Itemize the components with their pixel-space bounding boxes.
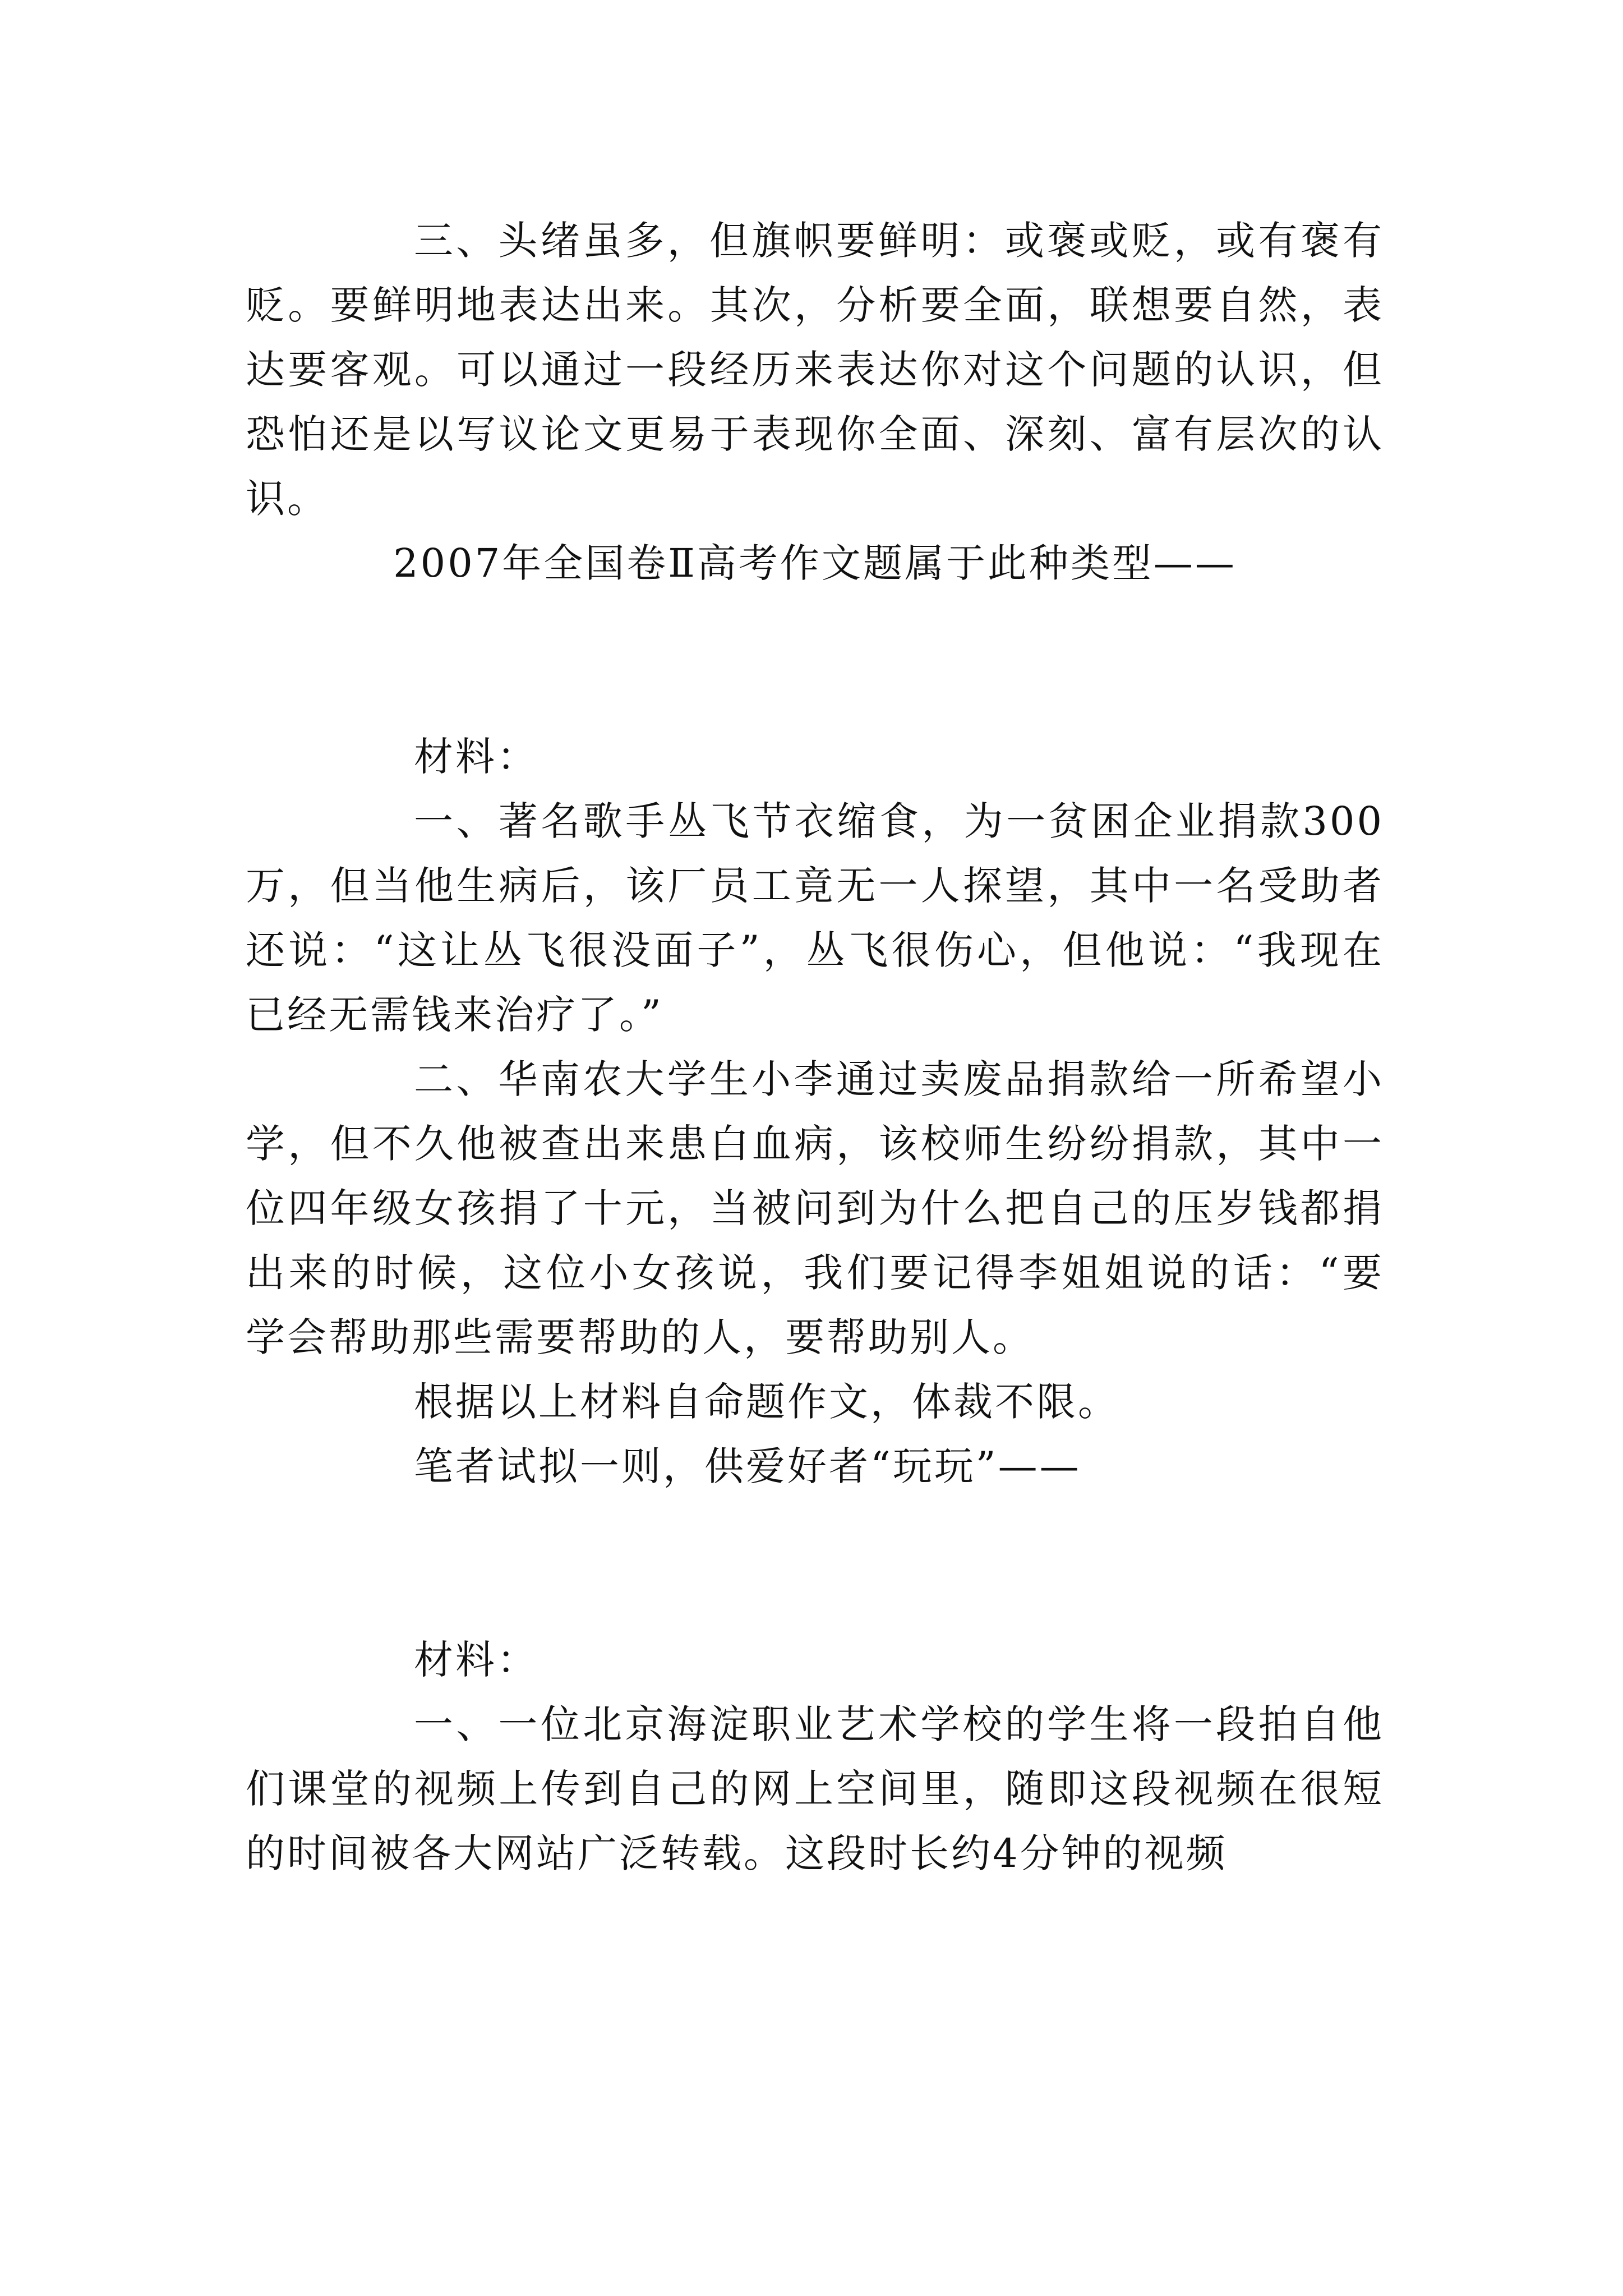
- paragraph-writing-advice: 三、头绪虽多，但旗帜要鲜明：或褒或贬，或有褒有贬。要鲜明地表达出来。其次，分析要全面，联想要自然，表达要客观。可以通过一段经历来表达你对这个问题的认识，但恐怕还是以写议论文更易于表现你全面、深刻、富有层次的认识。: [246, 218, 1384, 522]
- paragraph-material-label: 材料：: [414, 734, 538, 780]
- paragraph-material-three: 一、一位北京海淀职业艺术学校的学生将一段拍自他们课堂的视频上传到自己的网上空间里，随即这段视频在很短的时间被各大网站广泛转载。这段时长约4分钟的视频: [246, 1701, 1384, 1876]
- document-body: [246, 209, 1384, 1886]
- paragraph-material-two: 二、华南农大学生小李通过卖废品捐款给一所希望小学，但不久他被查出来患白血病，该校师生纷纷捐款，其中一位四年级女孩捐了十元，当被问到为什么把自己的压岁钱都捐出来的时候，这位小女孩说，我们要记得李姐姐说的话：“要学会帮助那些需要帮助的人，要帮助别人。: [246, 1056, 1384, 1360]
- paragraph-material-one: 一、著名歌手丛飞节衣缩食，为一贫困企业捐款300万，但当他生病后，该厂员工竟无一人探望，其中一名受助者还说：“这让丛飞很没面子”，丛飞很伤心，但他说：“我现在已经无需钱来治疗了。”: [246, 798, 1384, 1038]
- blank-spacer: [246, 1499, 1384, 1628]
- paragraph-material-label-2: 材料：: [414, 1637, 538, 1683]
- paragraph-exam-intro: 2007年全国卷Ⅱ高考作文题属于此种类型——: [393, 540, 1237, 586]
- paragraph-author-note: 笔者试拟一则，供爱好者“玩玩”——: [414, 1443, 1081, 1489]
- blank-spacer: [246, 596, 1384, 725]
- paragraph-instruction: 根据以上材料自命题作文，体裁不限。: [414, 1379, 1119, 1425]
